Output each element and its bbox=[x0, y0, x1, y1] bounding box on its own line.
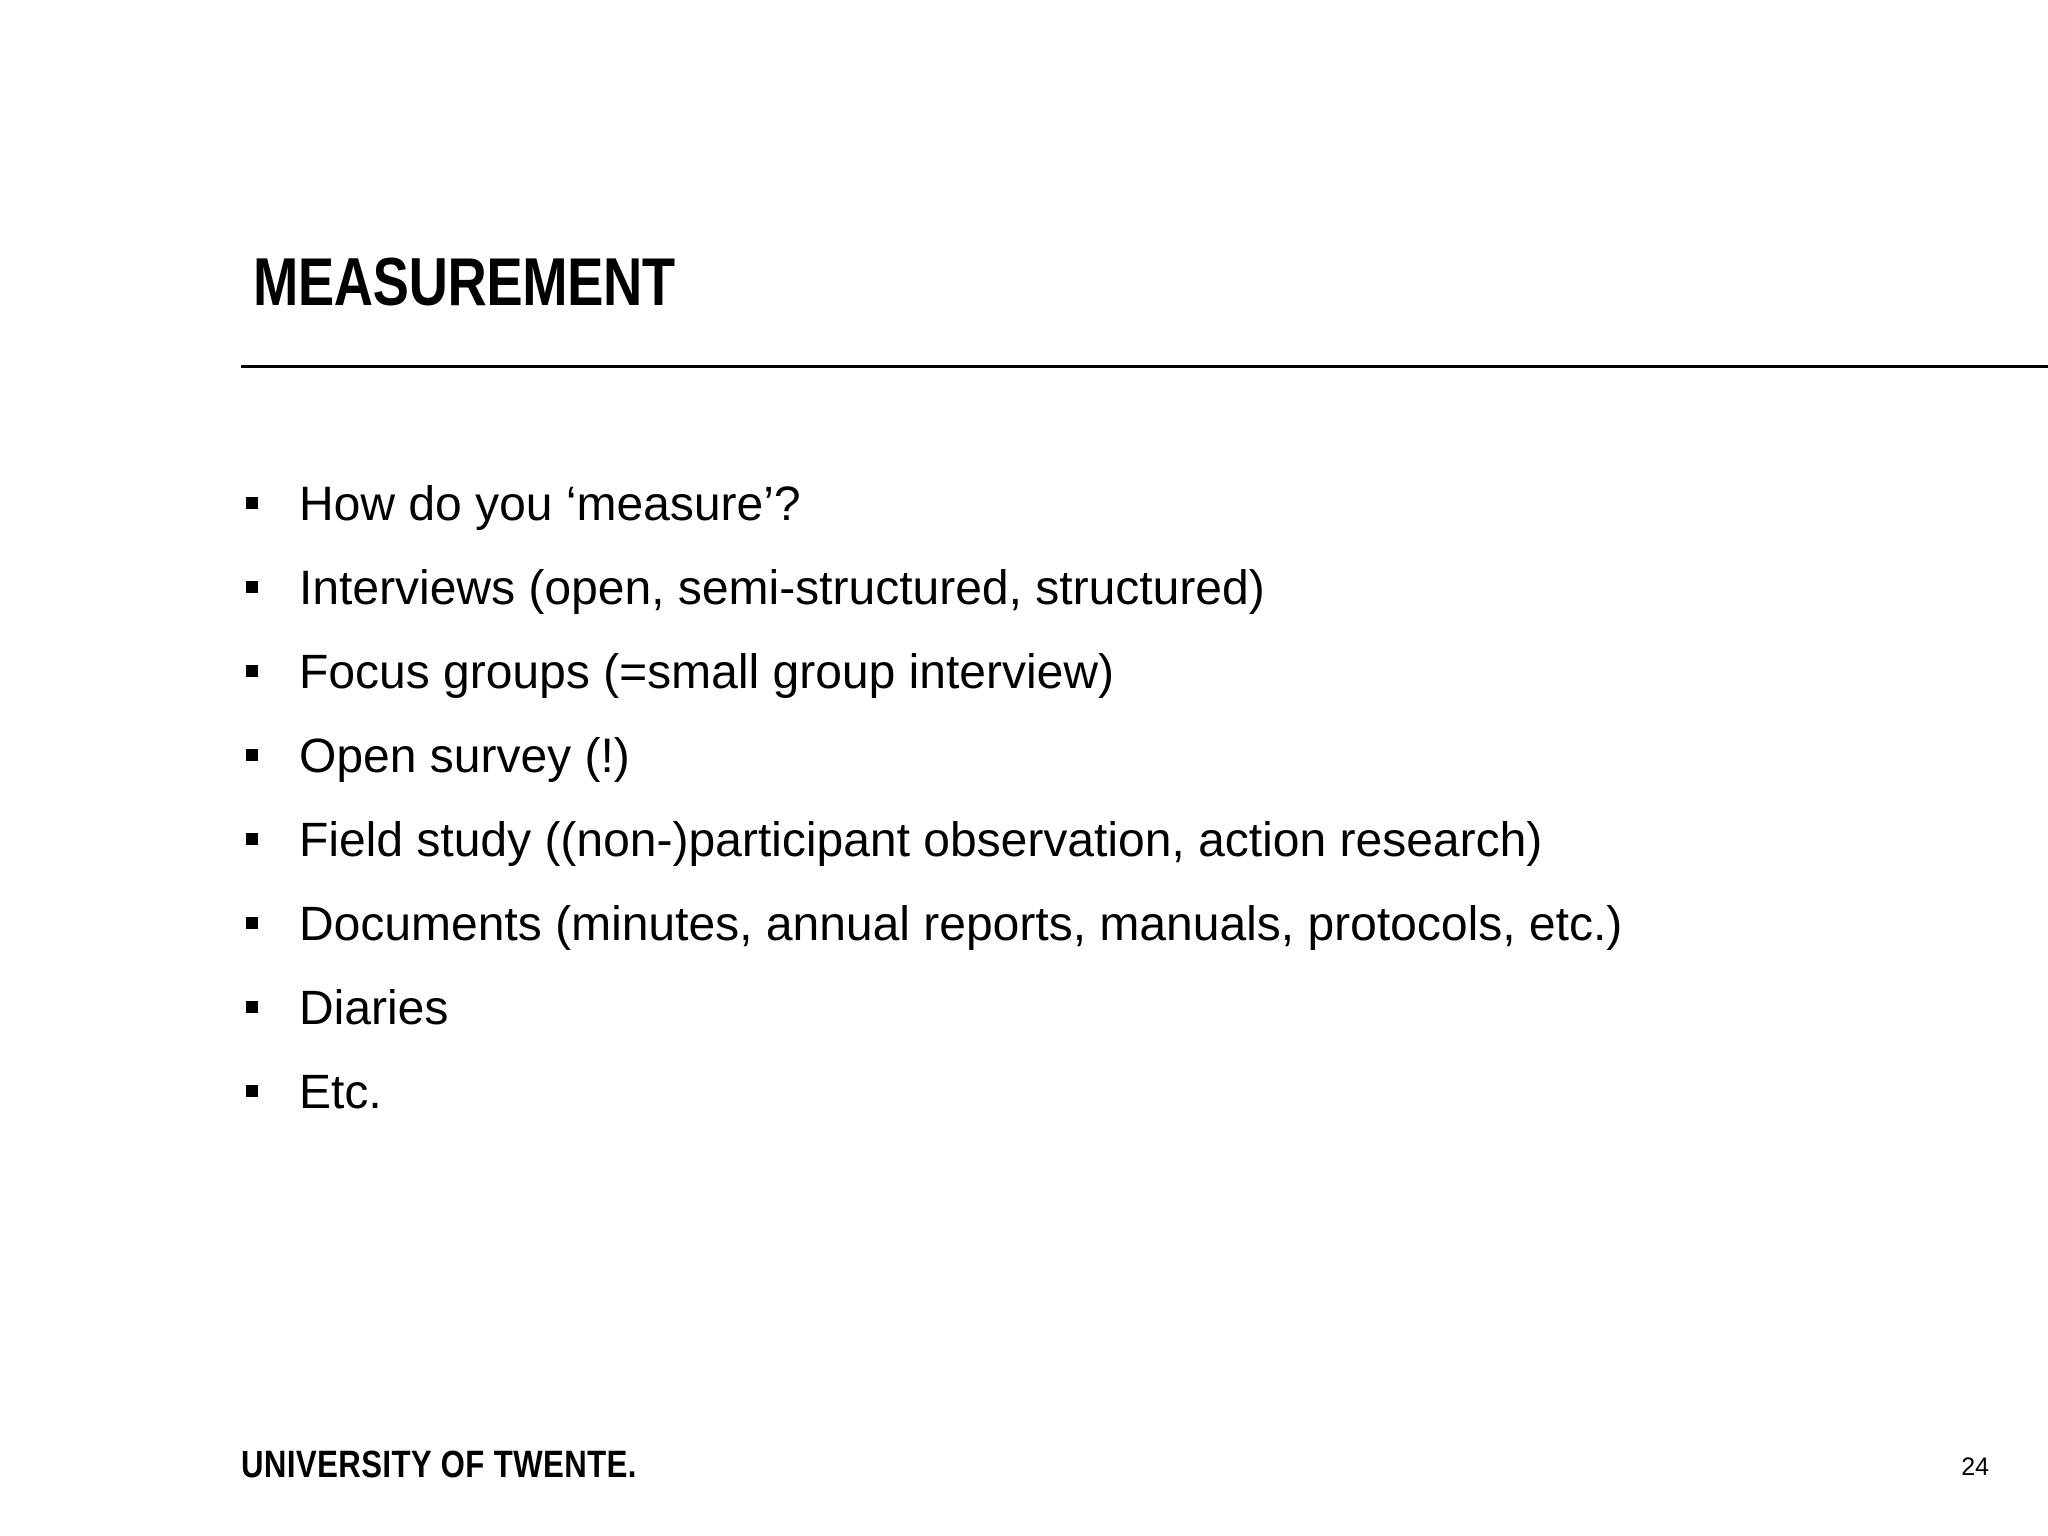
title-divider bbox=[241, 365, 2048, 368]
bullet-text: Interviews (open, semi-structured, structured) bbox=[299, 562, 1265, 615]
list-item bbox=[246, 645, 1622, 729]
list-item bbox=[246, 981, 1622, 1065]
list-item bbox=[246, 813, 1622, 897]
bullet-text: How do you ‘measure’? bbox=[299, 478, 801, 531]
square-bullet-icon bbox=[246, 665, 258, 677]
square-bullet-icon bbox=[246, 581, 258, 593]
list-item bbox=[246, 477, 1622, 561]
list-item bbox=[246, 561, 1622, 645]
bullet-list bbox=[246, 477, 1622, 1149]
square-bullet-icon bbox=[246, 833, 258, 845]
square-bullet-icon bbox=[246, 1001, 258, 1013]
square-bullet-icon bbox=[246, 749, 258, 761]
square-bullet-icon bbox=[246, 497, 258, 509]
bullet-text: Etc. bbox=[299, 1066, 382, 1119]
list-item bbox=[246, 897, 1622, 981]
bullet-text: Open survey (!) bbox=[299, 730, 630, 783]
list-item bbox=[246, 1065, 1622, 1149]
square-bullet-icon bbox=[246, 917, 258, 929]
slide-title: MEASUREMENT bbox=[253, 244, 675, 320]
square-bullet-icon bbox=[246, 1085, 258, 1097]
bullet-text: Focus groups (=small group interview) bbox=[299, 646, 1114, 699]
bullet-text: Field study ((non-)participant observation, action research) bbox=[299, 814, 1543, 867]
bullet-text: Diaries bbox=[299, 982, 449, 1035]
university-logo: UNIVERSITY OF TWENTE. bbox=[241, 1444, 637, 1486]
list-item bbox=[246, 729, 1622, 813]
page-number: 24 bbox=[1961, 1453, 1989, 1481]
bullet-text: Documents (minutes, annual reports, manuals, protocols, etc.) bbox=[299, 898, 1623, 951]
